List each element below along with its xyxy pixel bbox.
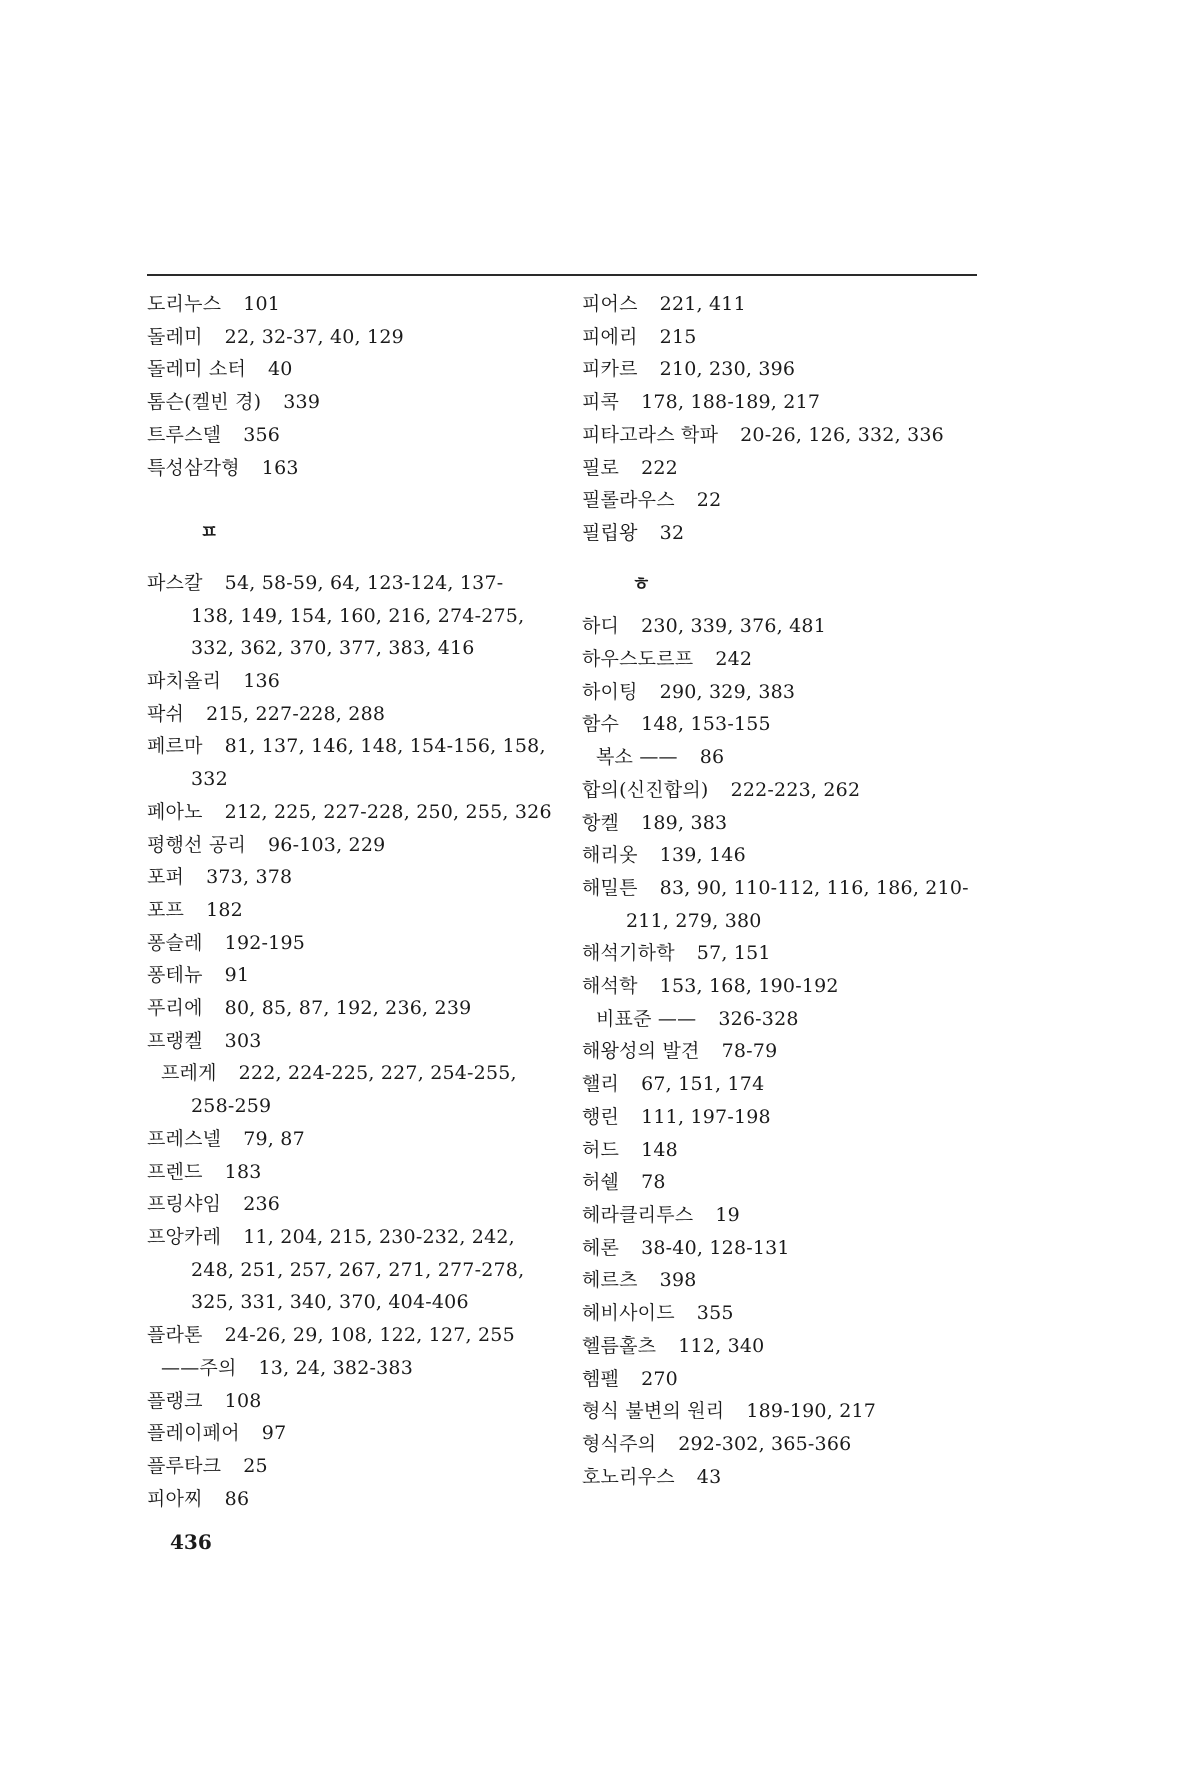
index-term: 플랭크	[147, 1389, 203, 1412]
index-term: 비표준 ——	[596, 1007, 697, 1030]
index-term: 톰슨(켈빈 경)	[147, 391, 262, 414]
index-pages: 40	[268, 358, 293, 381]
index-entry	[147, 321, 557, 354]
index-term: 헤비사이드	[582, 1302, 675, 1325]
index-term: 복소 ——	[596, 746, 678, 769]
index-entry	[147, 992, 557, 1025]
index-term: 핼리	[582, 1073, 620, 1096]
index-pages: 148, 153-155	[641, 713, 771, 736]
index-entry	[582, 1232, 992, 1265]
index-term: 하우스도르프	[582, 648, 694, 671]
index-pages: 182	[206, 898, 243, 921]
index-pages: 356	[243, 423, 281, 446]
index-entry	[582, 708, 992, 741]
index-term: 푸리에	[147, 997, 203, 1020]
index-term: 하이팅	[582, 680, 638, 703]
index-pages: 222	[641, 456, 678, 479]
index-entry	[147, 353, 557, 386]
index-entry	[582, 1068, 992, 1101]
index-entry	[582, 610, 992, 643]
index-entry	[582, 872, 992, 905]
index-pages: 326-328	[718, 1007, 799, 1030]
index-entry	[147, 1057, 557, 1090]
index-entry	[582, 321, 992, 354]
index-term: 행린	[582, 1105, 620, 1128]
index-entry	[147, 1221, 557, 1254]
index-pages: 13, 24, 382-383	[258, 1356, 413, 1379]
index-entry	[582, 774, 992, 807]
index-pages: 270	[641, 1367, 678, 1390]
section-header: ㅎ	[632, 572, 651, 595]
index-pages: 215	[659, 325, 697, 348]
index-term: 형식 불변의 원리	[582, 1400, 725, 1423]
index-entry	[147, 1483, 557, 1516]
index-entry	[147, 386, 557, 419]
index-term: 해석기하학	[582, 942, 675, 965]
index-pages: 221, 411	[659, 293, 746, 315]
index-term: 도리누스	[147, 293, 222, 315]
index-pages: 242	[715, 648, 753, 671]
index-term: 함수	[582, 713, 620, 736]
index-column-left	[147, 288, 557, 1515]
index-term: 피아찌	[147, 1487, 203, 1510]
index-pages: 38-40, 128-131	[641, 1236, 790, 1259]
index-pages: 236	[243, 1193, 281, 1216]
page-number: 436	[170, 1530, 212, 1554]
index-term: 합의(신진합의)	[582, 778, 709, 801]
index-term: 헤라클리투스	[582, 1203, 694, 1226]
index-entry	[582, 1199, 992, 1232]
index-entry	[582, 288, 992, 321]
index-pages: 108	[224, 1389, 262, 1412]
index-entry	[147, 796, 557, 829]
index-entry	[582, 1330, 992, 1363]
index-entry	[147, 1352, 557, 1385]
index-entry	[147, 894, 557, 927]
index-entry-continuation	[582, 905, 992, 938]
index-column-right	[582, 288, 992, 1493]
index-pages: 222, 224-225, 227, 254-255,	[238, 1062, 517, 1085]
index-term: 트루스델	[147, 423, 222, 446]
index-pages: 210, 230, 396	[659, 358, 796, 381]
index-pages: 57, 151	[696, 942, 771, 965]
index-entry	[147, 1123, 557, 1156]
index-term: 페르마	[147, 735, 203, 758]
index-entry	[147, 829, 557, 862]
index-term: 페아노	[147, 800, 203, 823]
index-entry	[147, 1319, 557, 1352]
index-pages: 81, 137, 146, 148, 154-156, 158,	[224, 735, 546, 758]
index-pages: 222-223, 262	[730, 778, 861, 801]
index-term: 허드	[582, 1138, 620, 1161]
index-entry	[582, 419, 992, 452]
index-entry-continuation	[147, 1254, 557, 1287]
index-term: 피에리	[582, 325, 638, 348]
index-entry	[147, 1156, 557, 1189]
index-pages: 136	[243, 670, 281, 693]
index-pages: 32	[659, 521, 685, 544]
index-entry	[147, 1385, 557, 1418]
index-term: 필로	[582, 456, 620, 479]
index-entry-continuation	[147, 600, 557, 633]
index-pages: 83, 90, 110-112, 116, 186, 210-	[659, 876, 969, 899]
index-pages: 96-103, 229	[268, 833, 386, 856]
index-entry	[147, 452, 557, 485]
index-term: 형식주의	[582, 1432, 657, 1455]
index-entry	[582, 1003, 992, 1036]
index-pages: 230, 339, 376, 481	[641, 615, 827, 638]
index-entry	[582, 1264, 992, 1297]
index-term: 피타고라스 학파	[582, 423, 719, 446]
index-pages: 20-26, 126, 332, 336	[740, 423, 944, 446]
index-entry	[582, 1428, 992, 1461]
index-term: 파치올리	[147, 670, 222, 693]
index-pages: 339	[283, 391, 321, 414]
index-term: 플루타크	[147, 1454, 222, 1477]
index-entry	[147, 861, 557, 894]
index-pages: 355	[696, 1302, 734, 1325]
index-pages: 11, 204, 215, 230-232, 242,	[243, 1225, 515, 1248]
index-term: 프레게	[161, 1062, 217, 1085]
index-entry	[582, 1166, 992, 1199]
index-entry	[147, 1025, 557, 1058]
index-pages: 211, 279, 380	[626, 909, 762, 932]
index-term: 항켈	[582, 811, 620, 834]
index-term: 피카르	[582, 358, 638, 381]
index-term: 프랭켈	[147, 1029, 203, 1052]
index-entry-continuation	[147, 1286, 557, 1319]
index-entry	[147, 288, 557, 321]
index-pages: 86	[699, 746, 725, 769]
index-entry	[582, 484, 992, 517]
index-pages: 153, 168, 190-192	[659, 975, 839, 998]
index-term: 프렌드	[147, 1160, 203, 1183]
index-term: 포퍼	[147, 866, 185, 889]
index-pages: 373, 378	[206, 866, 293, 889]
index-entry	[147, 1450, 557, 1483]
index-entry	[147, 1417, 557, 1450]
index-pages: 22, 32-37, 40, 129	[224, 325, 404, 348]
index-pages: 111, 197-198	[641, 1105, 771, 1128]
index-entry	[582, 1363, 992, 1396]
index-term: 허쉘	[582, 1171, 620, 1194]
index-pages: 22	[696, 489, 722, 512]
index-pages: 67, 151, 174	[641, 1073, 765, 1096]
index-entry	[582, 1395, 992, 1428]
index-pages: 19	[715, 1203, 740, 1226]
index-term: 호노리우스	[582, 1465, 675, 1488]
index-pages: 332, 362, 370, 377, 383, 416	[191, 637, 475, 660]
index-entry	[582, 353, 992, 386]
index-term: 플레이페어	[147, 1422, 240, 1445]
index-entry	[582, 1134, 992, 1167]
index-entry	[582, 643, 992, 676]
index-term: 해석학	[582, 975, 638, 998]
index-term: 퐁테뉴	[147, 964, 203, 987]
index-entry	[582, 386, 992, 419]
index-entry	[582, 741, 992, 774]
index-pages: 212, 225, 227-228, 250, 255, 326	[224, 800, 552, 823]
index-term: 돌레미	[147, 325, 203, 348]
index-term: 파스칼	[147, 571, 203, 594]
index-entry	[147, 927, 557, 960]
index-entry	[147, 959, 557, 992]
index-pages: 325, 331, 340, 370, 404-406	[191, 1291, 469, 1314]
index-term: 필립왕	[582, 521, 638, 544]
index-pages: 112, 340	[678, 1334, 765, 1357]
index-term: 피콕	[582, 391, 620, 414]
index-entry	[582, 937, 992, 970]
index-pages: 192-195	[224, 931, 306, 954]
index-term: 프레스넬	[147, 1127, 222, 1150]
index-pages: 138, 149, 154, 160, 216, 274-275,	[191, 604, 525, 627]
index-entry	[582, 970, 992, 1003]
index-entry	[147, 1188, 557, 1221]
index-term: 플라톤	[147, 1324, 203, 1347]
index-pages: 292-302, 365-366	[678, 1432, 852, 1455]
index-term: 프링샤임	[147, 1193, 222, 1216]
index-pages: 80, 85, 87, 192, 236, 239	[224, 997, 472, 1020]
index-term: 팍쉬	[147, 702, 185, 725]
index-pages: 91	[224, 964, 250, 987]
index-entry	[582, 1035, 992, 1068]
index-pages: 258-259	[191, 1095, 272, 1118]
index-entry	[582, 676, 992, 709]
index-pages: 189-190, 217	[746, 1400, 877, 1423]
index-pages: 398	[659, 1269, 697, 1292]
index-term: 헤론	[582, 1236, 620, 1259]
index-term: 해밀튼	[582, 876, 638, 899]
index-term: 평행선 공리	[147, 833, 247, 856]
index-pages: 25	[243, 1454, 268, 1477]
index-term: 특성삼각형	[147, 456, 240, 479]
index-pages: 178, 188-189, 217	[641, 391, 821, 414]
index-pages: 303	[224, 1029, 262, 1052]
index-term: 헬름홀츠	[582, 1334, 657, 1357]
index-entry	[147, 665, 557, 698]
index-pages: 139, 146	[659, 844, 746, 867]
index-entry	[582, 1461, 992, 1494]
index-pages: 97	[261, 1422, 287, 1445]
index-pages: 183	[224, 1160, 262, 1183]
index-entry	[582, 807, 992, 840]
index-pages: 148	[641, 1138, 678, 1161]
index-term: 퐁슬레	[147, 931, 203, 954]
index-entry	[147, 730, 557, 763]
index-entry	[147, 419, 557, 452]
index-pages: 290, 329, 383	[659, 680, 796, 703]
index-term: 헴펠	[582, 1367, 620, 1390]
index-pages: 189, 383	[641, 811, 728, 834]
index-term: 필롤라우스	[582, 489, 675, 512]
index-entry	[582, 1297, 992, 1330]
section-header: ㅍ	[200, 521, 219, 544]
index-entry	[147, 698, 557, 731]
index-pages: 43	[696, 1465, 722, 1488]
index-entry-continuation	[147, 763, 557, 796]
index-term: 해왕성의 발견	[582, 1040, 700, 1063]
index-pages: 79, 87	[243, 1127, 305, 1150]
index-pages: 54, 58-59, 64, 123-124, 137-	[224, 571, 504, 594]
index-pages: 215, 227-228, 288	[206, 702, 386, 725]
section-spacer	[147, 484, 557, 506]
index-entry-continuation	[147, 632, 557, 665]
index-pages: 163	[261, 456, 299, 479]
index-term: ——주의	[161, 1356, 237, 1379]
index-term: 피어스	[582, 293, 638, 315]
index-pages: 248, 251, 257, 267, 271, 277-278,	[191, 1258, 525, 1281]
header-rule	[147, 274, 977, 276]
index-entry-continuation	[147, 1090, 557, 1123]
index-entry	[582, 839, 992, 872]
index-entry	[582, 1101, 992, 1134]
index-term: 돌레미 소터	[147, 358, 247, 381]
index-term: 포프	[147, 898, 185, 921]
index-pages: 24-26, 29, 108, 122, 127, 255	[224, 1324, 515, 1347]
index-pages: 78-79	[721, 1040, 778, 1063]
index-pages: 101	[243, 293, 281, 315]
index-entry	[147, 567, 557, 600]
index-term: 해리옷	[582, 844, 638, 867]
index-pages: 332	[191, 768, 228, 791]
index-entry	[582, 517, 992, 550]
index-term: 프앙카레	[147, 1225, 222, 1248]
index-entry	[582, 452, 992, 485]
index-term: 하디	[582, 615, 620, 638]
index-pages: 78	[641, 1171, 666, 1194]
index-term: 헤르츠	[582, 1269, 638, 1292]
index-pages: 86	[224, 1487, 250, 1510]
